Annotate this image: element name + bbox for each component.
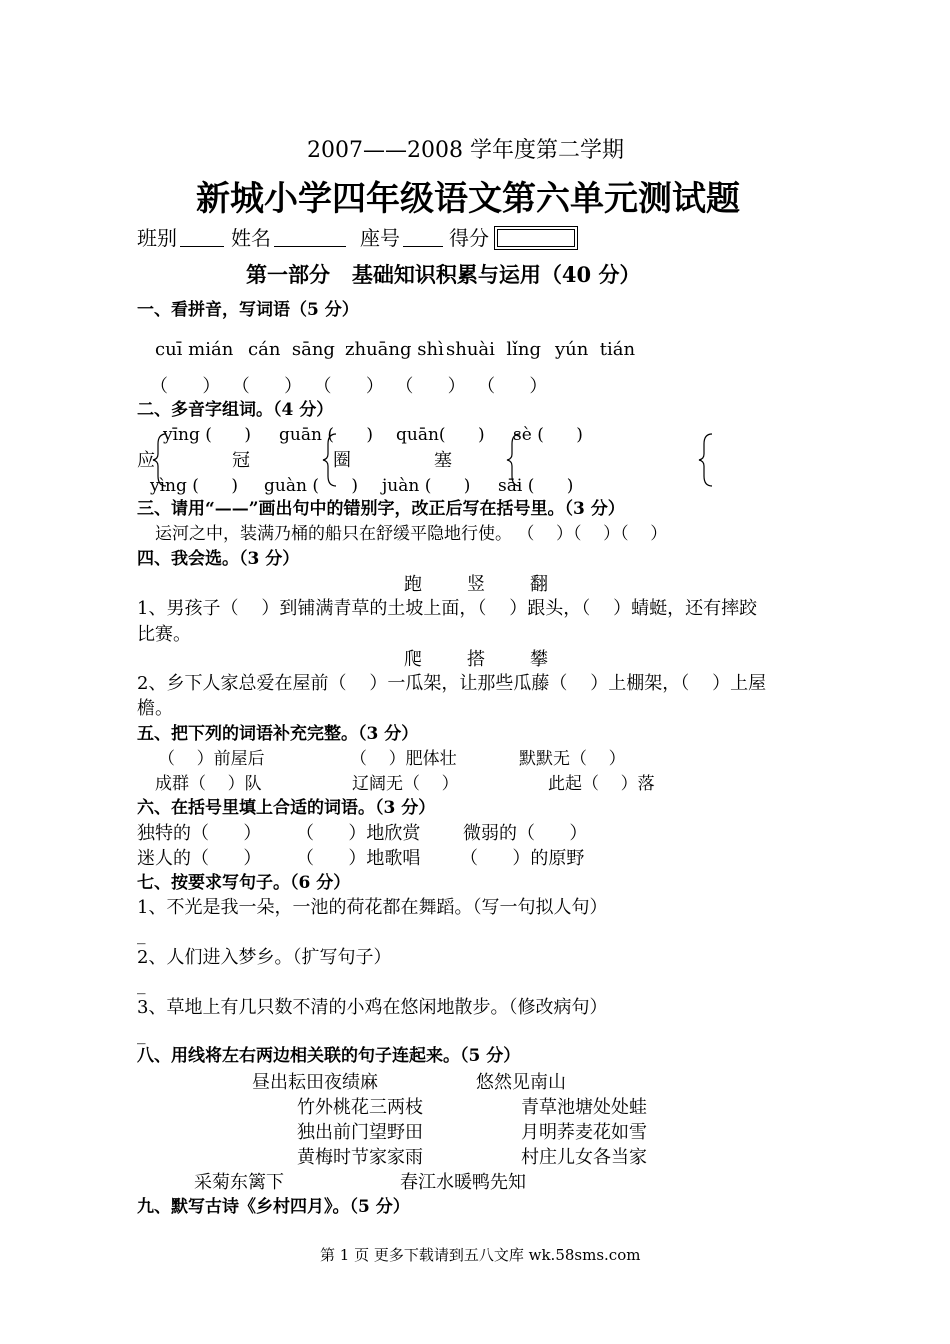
info-seat-label: 座号 [360, 226, 400, 250]
q7-blank-2[interactable]: _ [137, 975, 146, 995]
brace-1 [153, 434, 166, 486]
q7-blank-1[interactable]: _ [137, 925, 146, 945]
q1-heading: 一、看拼音，写词语（5 分） [137, 300, 359, 320]
q8-left-5: 采菊东篱下 [194, 1172, 284, 1193]
q5-r2-1[interactable]: 成群（ ）队 [155, 774, 262, 794]
brace-3 [507, 434, 520, 486]
q6-r1-2[interactable]: （ ）地欣赏 [296, 823, 421, 844]
info-class-label: 班别 [137, 226, 177, 250]
q4-heading: 四、我会选。（3 分） [137, 549, 300, 569]
q4-s2a[interactable]: 2、乡下人家总爱在屋前（ ）一瓜架，让那些瓜藤（ ）上棚架，（ ）上屋 [137, 673, 767, 694]
q6-r1-1[interactable]: 独特的（ ） [137, 823, 262, 844]
q8-right-3: 月明荞麦花如雪 [521, 1122, 647, 1143]
seat-blank[interactable] [403, 246, 443, 247]
q7-item-2: 2、人们进入梦乡。（扩写句子） [137, 947, 392, 968]
q7-heading: 七、按要求写句子。（6 分） [137, 873, 351, 893]
pinyin-1: cuī mián [155, 339, 234, 360]
q5-r2-3[interactable]: 此起（ ）落 [548, 774, 655, 794]
q2-top-1[interactable]: yīng ( ) [163, 425, 251, 445]
q2-heading: 二、多音字组词。（4 分） [137, 400, 334, 420]
q2-char-4: 塞 [434, 450, 452, 471]
q6-r1-3[interactable]: 微弱的（ ） [463, 823, 588, 844]
q5-r1-3[interactable]: 默默无（ ） [519, 749, 626, 769]
q2-bottom-4[interactable]: sāi ( ) [498, 476, 574, 496]
pinyin-5: yún tián [555, 339, 636, 360]
q2-bottom-2[interactable]: guàn ( ) [264, 476, 359, 496]
q8-right-5: 春江水暖鸭先知 [400, 1172, 526, 1193]
pinyin-2: cán sāng [248, 339, 335, 360]
q3-heading: 三、请用“——”画出句中的错别字，改正后写在括号里。（3 分） [137, 499, 625, 519]
q4-opt1-1: 跑 [404, 574, 422, 595]
q2-bottom-1[interactable]: yìng ( ) [150, 476, 238, 496]
q6-r2-3[interactable]: （ ）的原野 [460, 848, 585, 869]
q2-top-3[interactable]: quān( ) [396, 425, 485, 445]
q3-sentence[interactable]: 运河之中，装满乃桶的船只在舒缓平隐地行使。 （ ）（ ）（ ） [155, 524, 668, 544]
q8-heading: 八、用线将左右两边相关联的句子连起来。（5 分） [137, 1046, 521, 1066]
q4-opt1-2: 竖 [467, 574, 485, 595]
q5-r2-2[interactable]: 辽阔无（ ） [352, 774, 459, 794]
q8-right-2: 青草池塘处处蛙 [521, 1097, 647, 1118]
q7-item-3: 3、草地上有几只数不清的小鸡在悠闲地散步。（修改病句） [137, 997, 608, 1018]
q7-item-1: 1、不光是我一朵，一池的荷花都在舞蹈。（写一句拟人句） [137, 897, 608, 918]
term-line: 2007——2008 学年度第二学期 [307, 138, 624, 163]
info-name-label: 姓名 [231, 226, 271, 250]
q8-left-1: 昼出耘田夜绩麻 [252, 1072, 378, 1093]
q8-right-1: 悠然见南山 [476, 1072, 566, 1093]
q5-r1-2[interactable]: （ ）肥体壮 [350, 749, 457, 769]
q8-left-3: 独出前门望野田 [297, 1122, 423, 1143]
part1-heading: 第一部分 基础知识积累与运用（40 分） [246, 262, 641, 287]
q2-char-2: 冠 [232, 450, 250, 471]
q8-right-4: 村庄儿女各当家 [521, 1147, 647, 1168]
info-score-label: 得分 [449, 226, 489, 250]
q5-heading: 五、把下列的词语补充完整。（3 分） [137, 724, 419, 744]
q2-char-3: 圈 [333, 450, 351, 471]
score-box[interactable] [494, 226, 578, 250]
q4-s2b: 檐。 [137, 698, 173, 719]
q2-top-4[interactable]: sè ( ) [513, 425, 583, 445]
brace-2 [323, 434, 336, 486]
q2-char-1: 应 [137, 450, 155, 471]
brace-4 [699, 434, 712, 486]
class-blank[interactable] [180, 246, 224, 247]
page-title: 新城小学四年级语文第六单元测试题 [196, 179, 740, 219]
pinyin-4: shuài lǐng [446, 339, 541, 360]
q6-r2-2[interactable]: （ ）地歌唱 [296, 848, 421, 869]
q4-opt2-1: 爬 [404, 649, 422, 670]
q5-r1-1[interactable]: （ ）前屋后 [158, 749, 265, 769]
q1-answer-row[interactable]: （ ） （ ） （ ） （ ） （ ） [150, 376, 548, 397]
q2-top-2[interactable]: guān ( ) [279, 425, 374, 445]
page-footer: 第 1 页 更多下载请到五八文库 wk.58sms.com [320, 1246, 641, 1264]
q8-left-4: 黄梅时节家家雨 [297, 1147, 423, 1168]
q2-bottom-3[interactable]: juàn ( ) [382, 476, 471, 496]
name-blank[interactable] [274, 246, 346, 247]
q4-s1b: 比赛。 [137, 624, 191, 645]
q4-s1a[interactable]: 1、男孩子（ ）到铺满青草的土坡上面，（ ）跟头，（ ）蜻蜓，还有摔跤 [137, 598, 758, 619]
q4-opt2-3: 攀 [530, 649, 548, 670]
q9-heading: 九、默写古诗《乡村四月》。（5 分） [137, 1197, 410, 1217]
pinyin-3: zhuāng shì [345, 339, 444, 360]
q6-heading: 六、在括号里填上合适的词语。（3 分） [137, 798, 436, 818]
q6-r2-1[interactable]: 迷人的（ ） [137, 848, 262, 869]
q8-left-2: 竹外桃花三两枝 [297, 1097, 423, 1118]
q4-opt1-3: 翻 [530, 574, 548, 595]
q7-blank-3[interactable]: _ [137, 1025, 146, 1045]
q2-braces [150, 430, 730, 490]
q4-opt2-2: 搭 [467, 649, 485, 670]
